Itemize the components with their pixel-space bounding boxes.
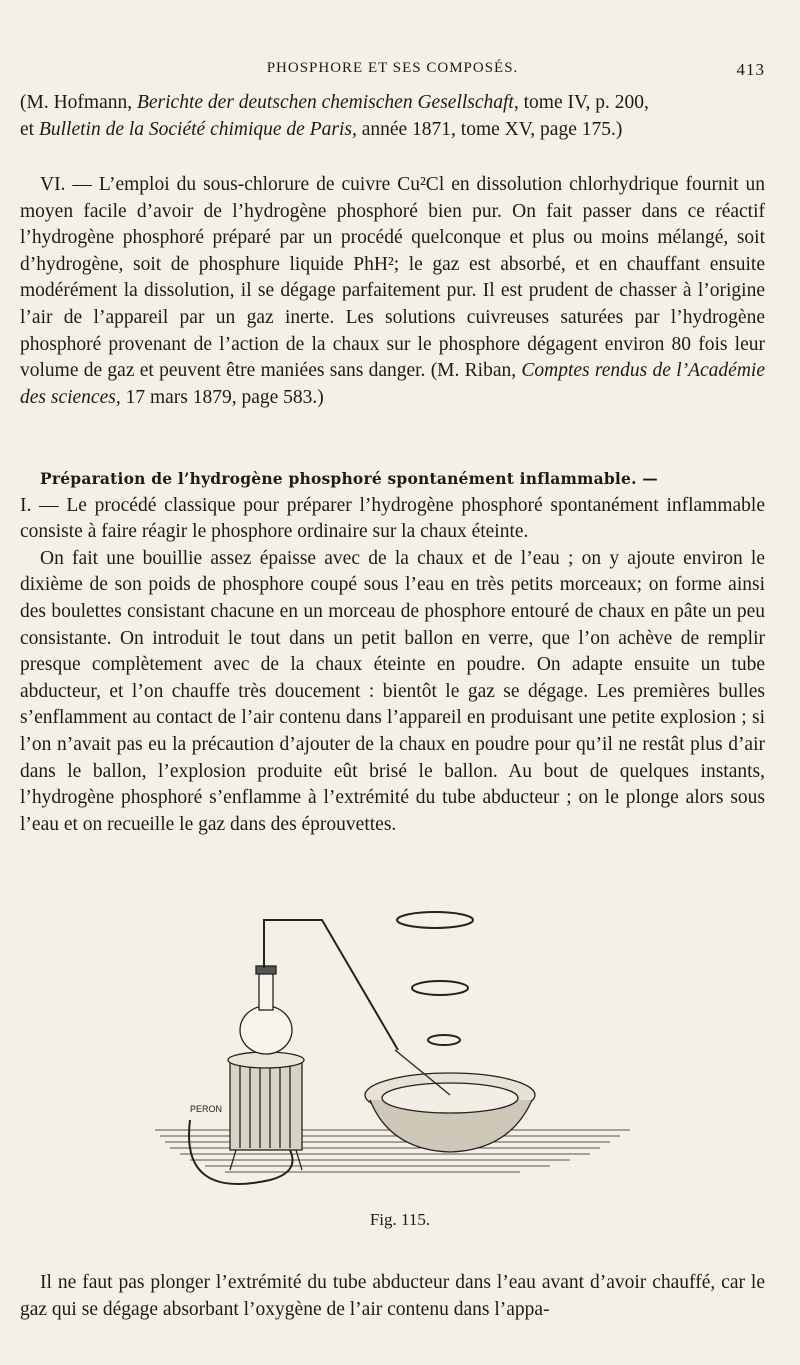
running-head xyxy=(20,60,765,84)
furnace-stand xyxy=(228,1052,304,1170)
ref-text: et xyxy=(20,118,39,140)
ref-text: tome IV, p. 200, xyxy=(518,92,649,113)
paragraph-vi xyxy=(20,172,765,411)
page-number: 413 xyxy=(736,60,765,79)
paragraph-vi-text: VI. — L’emploi du sous-chlorure de cuivre Cu²Cl en dissolution chlorhydrique fournit un moyen facile d’avoir de l’hydrogène phosphoré bien pur. On fait passer dans ce réactif l’hydrogène phosphoré préparé par un procédé quelconque et plus ou moins mélangé, soit d’hydrogène, soit de phosphure liquide PhH²; le gaz est absorbé, et en chauffant ensuite modérément la dissolution, il se dégage parfaitement pur. Il est prudent de chasser à l’origine l’air de l’appareil par un gaz inerte. Les solutions cuivreuses saturées par l’hydrogène phosphoré provenant de l’action de la chaux sur le phosphore dégagent environ 80 fois leur volume de gaz et peuvent être maniées sans danger. (M. Riban, xyxy=(20,174,765,382)
ref-text: année 1871, tome XV, page 175.) xyxy=(356,118,623,140)
section-paragraph-2: On fait une bouillie assez épaisse avec de la chaux et de l’eau ; on y ajoute environ le dixième de son poids de phosphore coupé sous l’eau en très petits morceaux; on forme ainsi des boulettes consistant chacune en un morceau de phosphore entouré de chaux en pâte un peu consistante. On introduit le tout dans un petit ballon en verre, que l’on achève de remplir presque complètement avec de la chaux éteinte en poudre. On adapte ensuite un tube abducteur, et l’on chauffe très doucement : bientôt le gaz se dégage. Les premières bulles s’enflamment au contact de l’air contenu dans l’appareil en produisant une petite explosion ; si l’on n’avait pas eu la précaution d’ajouter de la chaux en poudre pour qu’il ne restât plus d’air dans le ballon, l’explosion produite eût brisé le ballon. Au bout de quelques instants, l’hydrogène phosphoré s’enflamme à l’extrémité du tube abducteur ; on le plonge alors sous l’eau et on recueille le gaz dans des éprouvettes. xyxy=(20,547,765,835)
ref-journal-2: Bulletin de la Société chimique de Paris, xyxy=(38,118,357,140)
water-basin xyxy=(365,1050,535,1152)
reference-paragraph xyxy=(20,90,765,143)
running-title: PHOSPHORE ET SES COMPOSÉS. xyxy=(266,60,519,76)
section-heading: Préparation de l’hydrogène phosphoré spontanément inflammable. — xyxy=(40,469,658,488)
closing-paragraph: Il ne faut pas plonger l’extrémité du tube abducteur dans l’eau avant d’avoir chauffé, car le gaz qui se dégage absorbant l’oxygène de l’air contenu dans l’appa- xyxy=(20,1272,765,1320)
ref-journal-1: Berichte der deutschen chemischen Gesellschaft, xyxy=(136,92,519,113)
glass-flask xyxy=(240,966,292,1054)
engraver-mark: PERON xyxy=(190,1104,223,1114)
paragraph-vi-journal: Comptes rendus de l’Académie des sciences, xyxy=(20,360,765,408)
reference-line-2 xyxy=(20,117,765,144)
ground-hatching xyxy=(155,1130,630,1172)
vortex-rings xyxy=(397,912,473,1045)
section-preparation xyxy=(20,466,765,838)
figure-caption: Fig. 115. xyxy=(369,1210,431,1229)
reference-line-1 xyxy=(20,90,765,117)
ref-text: (M. Hofmann, xyxy=(20,92,137,113)
figure-apparatus-engraving xyxy=(150,880,640,1200)
paragraph-vi-citation: 17 mars 1879, page 583.) xyxy=(120,386,324,408)
section-paragraph-1: I. — Le procédé classique pour préparer l’hydrogène phosphoré spontanément inflammable consiste à faire réagir le phosphore ordinaire sur la chaux éteinte. xyxy=(20,494,765,543)
